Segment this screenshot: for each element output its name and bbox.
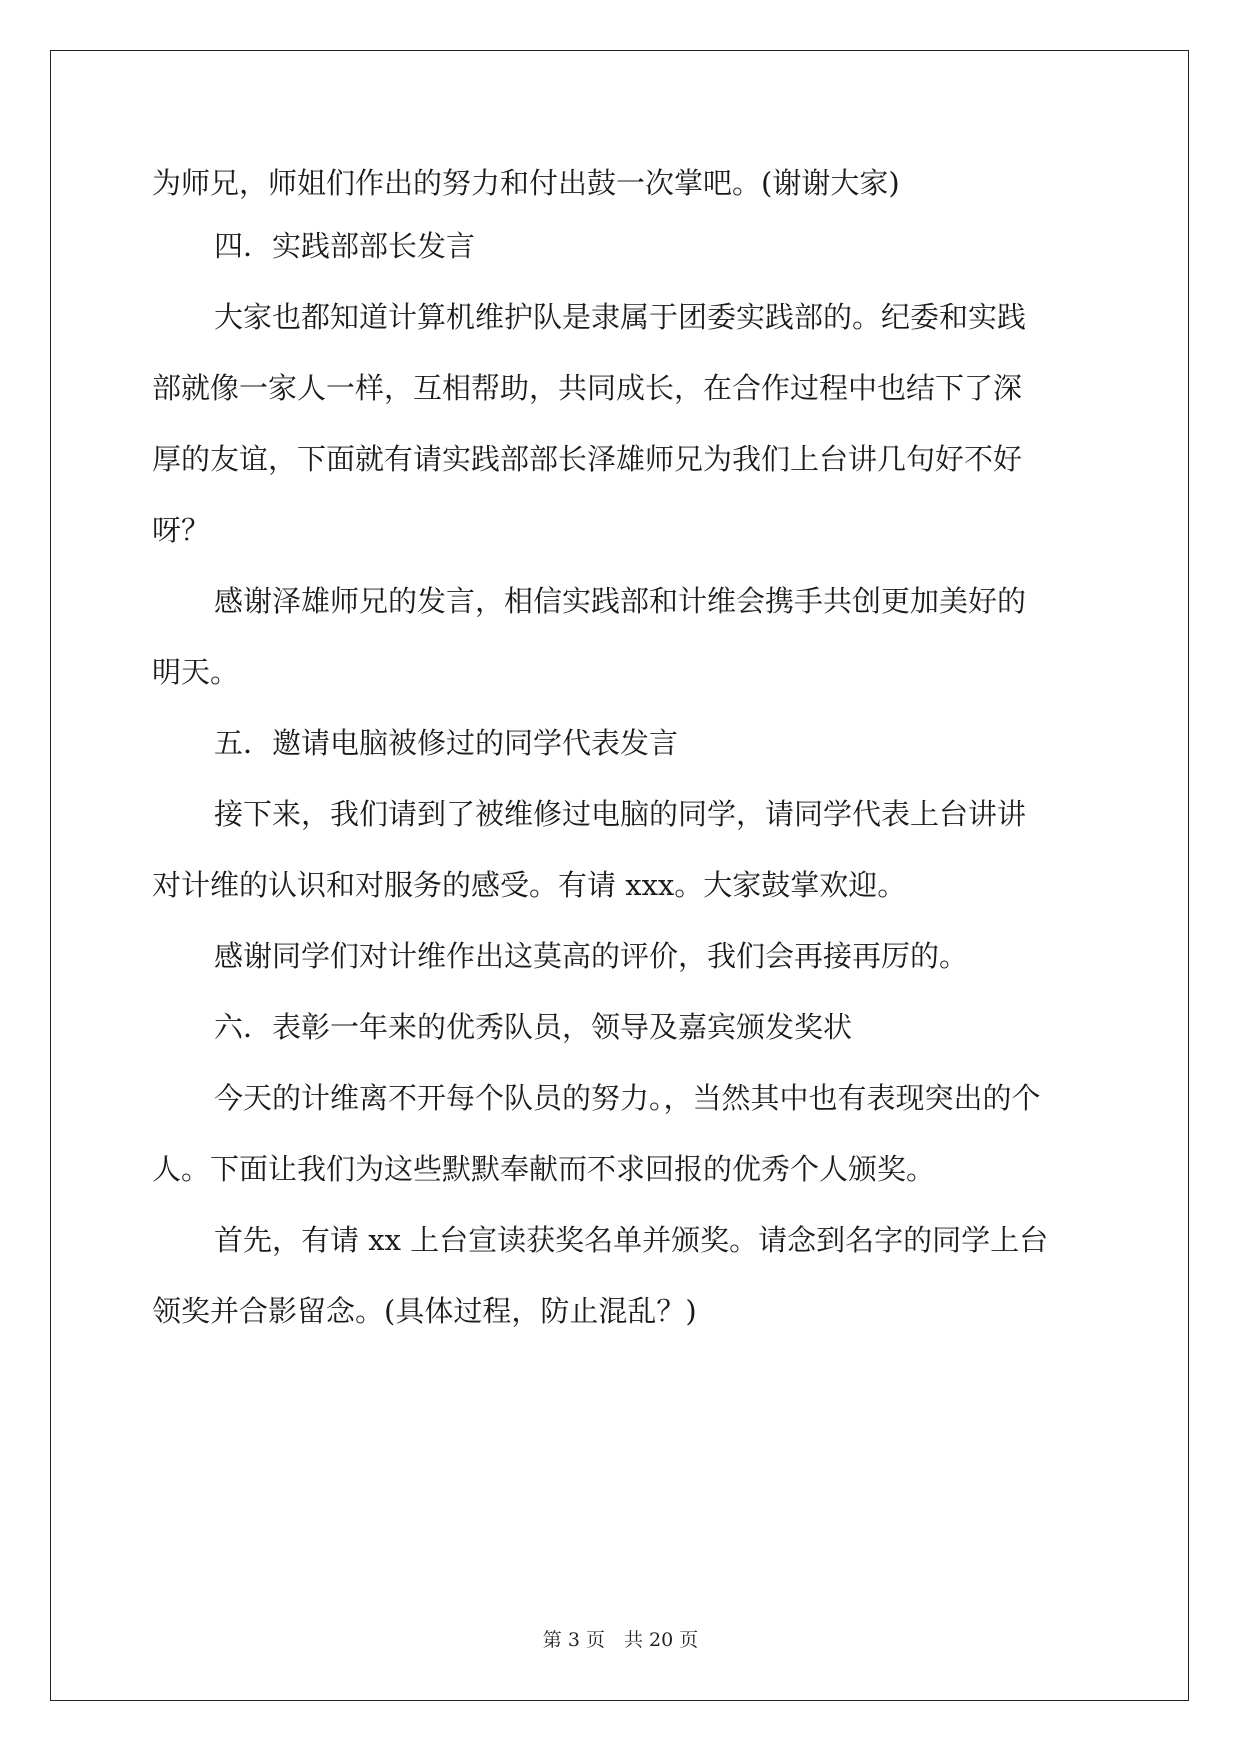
paragraph-line: 部就像一家人一样，互相帮助，共同成长，在合作过程中也结下了深	[152, 371, 1023, 405]
section-heading: 五．邀请电脑被修过的同学代表发言	[214, 726, 679, 760]
paragraph-line: 今天的计维离不开每个队员的努力。，当然其中也有表现突出的个	[214, 1081, 1041, 1115]
paragraph-line: 感谢同学们对计维作出这莫高的评价，我们会再接再厉的。	[214, 939, 969, 973]
paragraph-line: 厚的友谊，下面就有请实践部部长泽雄师兄为我们上台讲几句好不好	[152, 442, 1023, 476]
paragraph-line: 接下来，我们请到了被维修过电脑的同学，请同学代表上台讲讲	[214, 797, 1027, 831]
section-heading: 四．实践部部长发言	[214, 229, 476, 263]
paragraph-line: 大家也都知道计算机维护队是隶属于团委实践部的。纪委和实践	[214, 300, 1027, 334]
paragraph-line: 为师兄，师姐们作出的努力和付出鼓一次掌吧。(谢谢大家)	[152, 166, 900, 200]
paragraph-line: 呀？	[152, 513, 211, 547]
paragraph-line: 明天。	[152, 655, 240, 689]
page-number-footer: 第 3 页 共 20 页	[542, 1629, 699, 1651]
section-heading: 六．表彰一年来的优秀队员，领导及嘉宾颁发奖状	[214, 1010, 853, 1044]
paragraph-line: 领奖并合影留念。(具体过程，防止混乱？)	[152, 1294, 697, 1328]
paragraph-line: 人。下面让我们为这些默默奉献而不求回报的优秀个人颁奖。	[152, 1152, 936, 1186]
paragraph-line: 对计维的认识和对服务的感受。有请 xxx。大家鼓掌欢迎。	[152, 868, 907, 902]
paragraph-line: 首先，有请 xx 上台宣读获奖名单并颁奖。请念到名字的同学上台	[214, 1223, 1049, 1257]
paragraph-line: 感谢泽雄师兄的发言，相信实践部和计维会携手共创更加美好的	[214, 584, 1027, 618]
